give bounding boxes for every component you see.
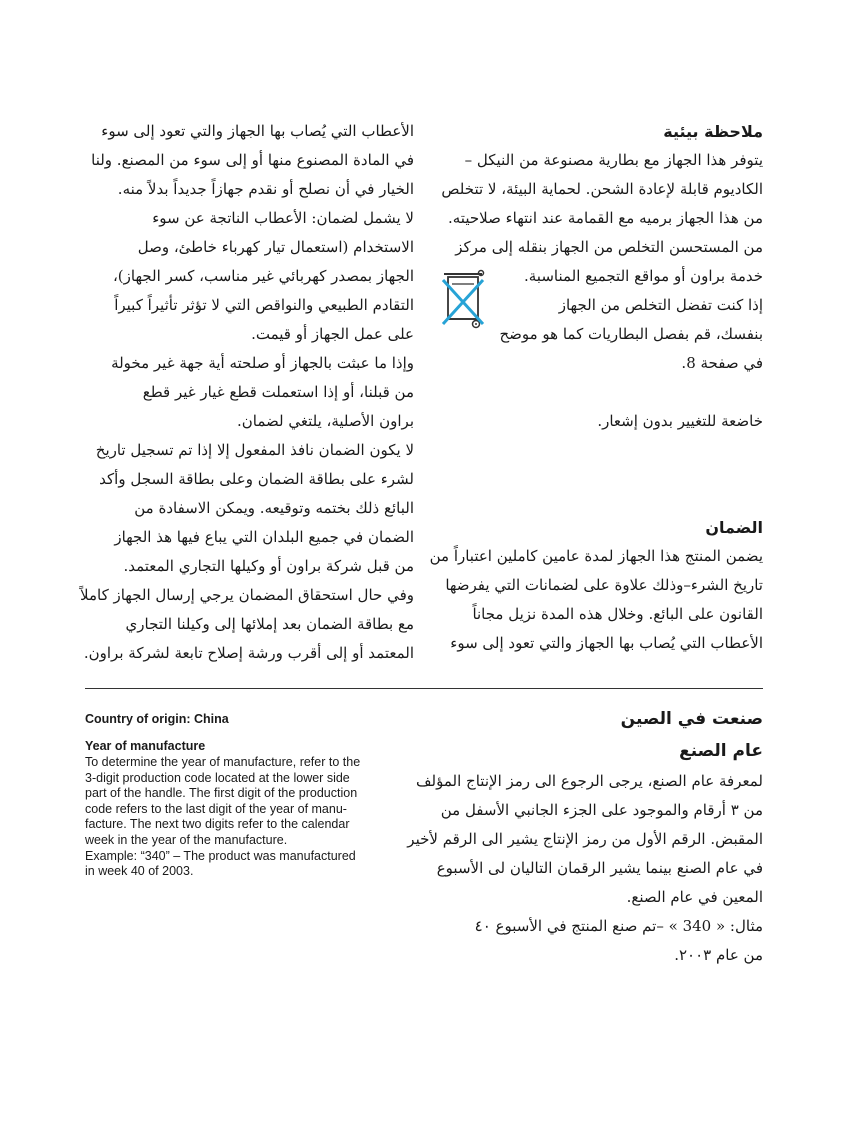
year-of-manufacture-heading: Year of manufacture xyxy=(85,739,206,753)
crossed-out-wheelie-bin-icon xyxy=(442,268,486,332)
paragraph-line: مع بطاقة الضمان بعد إملائها إلى وكيلنا التجاري xyxy=(125,615,414,633)
paragraph-line: facture. The next two digits refer to the calendar xyxy=(85,817,350,832)
english-origin-section xyxy=(85,710,405,880)
paragraph-line: week in the year of the manufacture. xyxy=(85,832,288,847)
paragraph-line: بنفسك، قم بفصل البطاريات كما هو موضح xyxy=(499,325,763,343)
paragraph-line: 3-digit production code located at the lower side xyxy=(85,770,350,785)
arabic-origin-section xyxy=(407,703,763,970)
paragraph-line: من عام ٢٠٠٣. xyxy=(674,946,763,964)
paragraph-line: part of the handle. The first digit of the production xyxy=(85,786,358,801)
paragraph-line: code refers to the last digit of the year of manu- xyxy=(85,801,347,816)
section-divider xyxy=(85,688,763,689)
paragraph-line: التقادم الطبيعي والنواقص التي لا تؤثر تأثيراً كبيراً xyxy=(114,296,414,314)
paragraph-line: في عام الصنع بينما يشير الرقمان التاليان لى الأسبوع xyxy=(436,859,763,877)
guarantee-continued-column xyxy=(80,117,414,668)
paragraph-line: الاستخدام (استعمال تيار كهرباء خاطئ، وصل xyxy=(137,238,414,256)
disposal-block xyxy=(432,262,763,378)
paragraph-line: الجهاز بمصدر كهربائي غير مناسب، كسر الجهاز)، xyxy=(112,267,414,285)
paragraph-line: الكاديوم قابلة لإعادة الشحن. لحماية البيئة، لا تتخلص xyxy=(441,180,763,198)
paragraph-line: المقبض. الرقم الأول من رمز الإنتاج يشير الى الرقم لأخير xyxy=(407,830,763,848)
paragraph-line: من هذا الجهاز برميه مع القمامة عند انتهاء صلاحيته. xyxy=(448,209,763,227)
paragraph-line: لشرء على بطاقة الضمان وعلى بطاقة السجل وأكد xyxy=(99,470,414,488)
paragraph-line: خدمة براون أو مواقع التجميع المناسبة. xyxy=(524,267,763,285)
environment-note-heading: ملاحظة بيئية xyxy=(663,122,763,141)
environment-note-section xyxy=(432,117,763,436)
paragraph-line: تاريخ الشرء–وذلك علاوة على لضمانات التي يفرضها xyxy=(445,576,763,594)
paragraph-line: من قبل شركة براون أو وكيلها التجاري المعتمد. xyxy=(123,557,414,575)
paragraph-line: لمعرفة عام الصنع، يرجى الرجوع الى رمز الإنتاج المؤلف xyxy=(416,772,763,790)
paragraph-line: المعين في عام الصنع. xyxy=(626,888,763,906)
paragraph-line: المعتمد أو إلى أقرب ورشة إصلاح تابعة لشركة براون. xyxy=(83,644,414,662)
paragraph-line: في المادة المصنوع منها أو إلى سوء من المصنع. ولنا xyxy=(91,151,414,169)
paragraph-line: من قبلنا، أو إذا استعملت قطع غيار غير قطع xyxy=(142,383,414,401)
year-of-manufacture-heading-ar: عام الصنع xyxy=(679,741,763,761)
country-of-origin: Country of origin: China xyxy=(85,712,229,726)
paragraph-line: الأعطاب التي يُصاب بها الجهاز والتي تعود إلى سوء xyxy=(450,634,763,652)
paragraph-line: براون الأصلية، يلتغي لضمان. xyxy=(236,412,414,430)
paragraph-line: To determine the year of manufacture, refer to the xyxy=(85,755,361,769)
paragraph-line: لا يكون الضمان نافذ المفعول إلا إذا تم تسجيل تاريخ xyxy=(95,441,414,459)
guarantee-section xyxy=(429,513,763,658)
paragraph-line: يضمن المنتج هذا الجهاز لمدة عامين كاملين اعتباراً من xyxy=(429,547,763,565)
paragraph-line: القانون على البائع. وخلال هذه المدة نزيل مجاناً xyxy=(472,605,763,623)
country-of-origin-ar: صنعت في الصين xyxy=(620,709,763,729)
paragraph-line: وفي حال استحقاق المضمان يرجي إرسال الجهاز كاملاً xyxy=(80,586,414,604)
paragraph-line: على عمل الجهاز أو قيمت. xyxy=(251,325,414,343)
paragraph-line: مثال: « 340 » –تم صنع المنتج في الأسبوع ٤٠ xyxy=(474,917,763,935)
subject-to-change-note: خاضعة للتغيير بدون إشعار. xyxy=(597,412,763,430)
guarantee-heading: الضمان xyxy=(705,518,763,537)
paragraph-line: من ٣ أرقام والموجود على الجزء الجانبي الأسفل من xyxy=(440,801,763,819)
paragraph-line: وإذا ما عبثت بالجهاز أو صلحته أية جهة غير مخولة xyxy=(111,354,414,372)
paragraph-line: إذا كنت تفضل التخلص من الجهاز xyxy=(558,296,763,314)
paragraph-line: من المستحسن التخلص من الجهاز بنقله إلى مركز xyxy=(455,238,763,256)
paragraph-line: الضمان في جميع البلدان التي يباع فيها هذ الجهاز xyxy=(114,528,414,546)
paragraph-line: الأعطاب التي يُصاب بها الجهاز والتي تعود إلى سوء xyxy=(101,122,414,140)
paragraph-line: في صفحة 8. xyxy=(681,354,763,372)
paragraph-line: يتوفر هذا الجهاز مع بطارية مصنوعة من النيكل – xyxy=(464,151,763,169)
paragraph-line: Example: “340” – The product was manufactured xyxy=(85,848,356,863)
paragraph-line: لا يشمل لضمان: الأعطاب الناتجة عن سوء xyxy=(152,209,414,227)
paragraph-line: الخيار في أن نصلح أو نقدم جهازاً جديداً بدلاً منه. xyxy=(117,180,414,198)
paragraph-line: البائع ذلك بختمه وتوقيعه. ويمكن الاسفادة من xyxy=(134,499,414,517)
paragraph-line: in week 40 of 2003. xyxy=(85,864,194,879)
